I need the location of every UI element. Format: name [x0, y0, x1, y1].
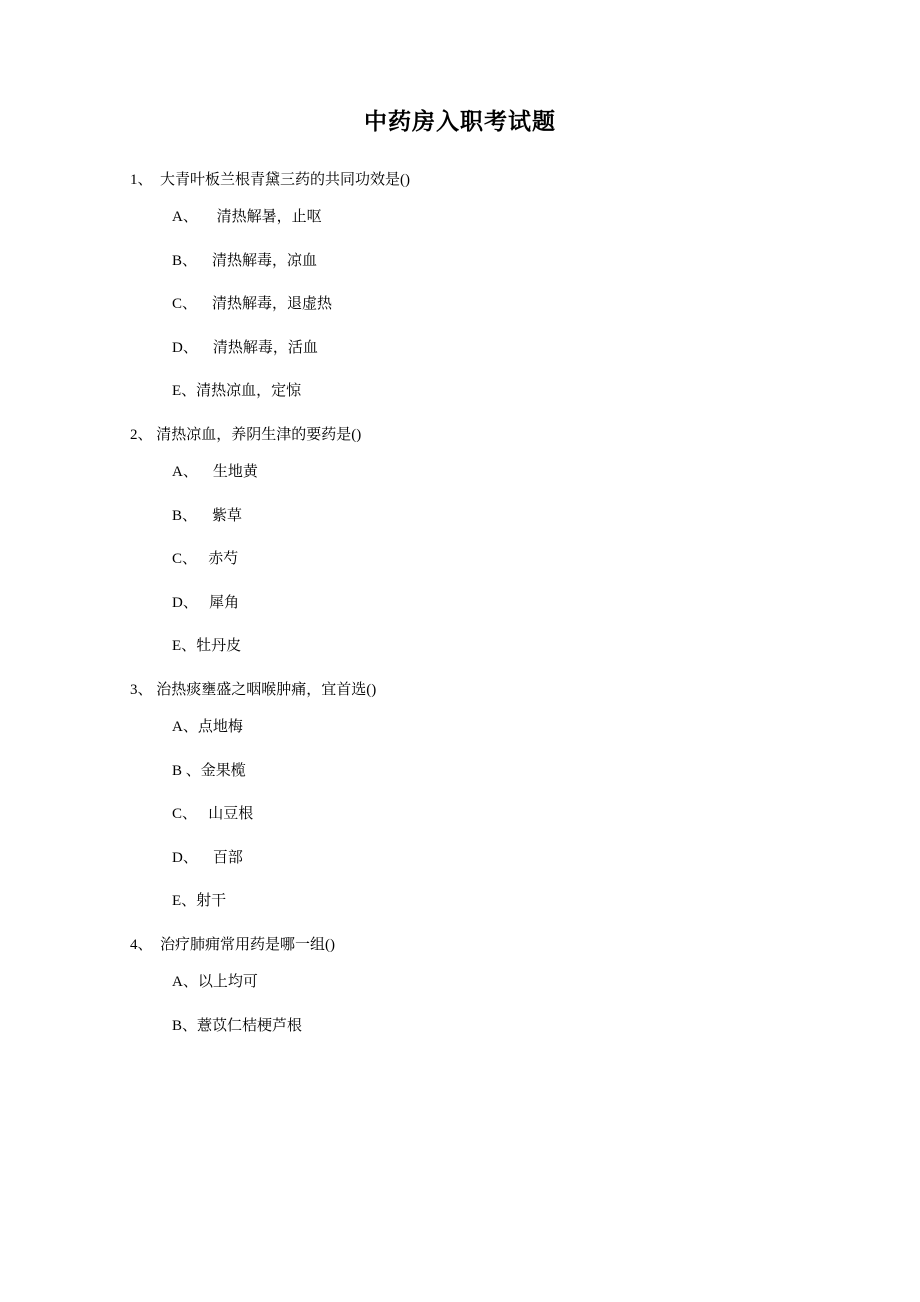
question-item [130, 172, 830, 400]
option-item[interactable]: E、射干 [172, 893, 227, 910]
option-item[interactable]: D、 百部 [172, 849, 243, 866]
option-item[interactable]: C、 山豆根 [172, 806, 254, 823]
option-item[interactable]: B 、金果榄 [172, 762, 246, 779]
question-stem [130, 682, 830, 699]
question-text: 治热痰壅盛之咽喉肿痛，宜首选() [152, 681, 377, 698]
option-item[interactable]: A、 生地黄 [172, 464, 258, 481]
question-text: 清热凉血，养阴生津的要药是() [152, 426, 362, 443]
option-item[interactable]: E、牡丹皮 [172, 638, 242, 655]
question-item [130, 682, 830, 910]
option-item[interactable]: B、薏苡仁桔梗芦根 [172, 1017, 303, 1034]
option-item[interactable]: C、 清热解毒，退虚热 [172, 296, 333, 313]
option-item[interactable]: D、 清热解毒，活血 [172, 339, 318, 356]
question-stem [130, 172, 830, 189]
question-number: 1、 [130, 171, 153, 188]
option-item[interactable]: D、 犀角 [172, 594, 240, 611]
question-number: 2、 [130, 426, 153, 443]
option-item[interactable]: B、 清热解毒，凉血 [172, 252, 318, 269]
question-number: 3、 [130, 681, 153, 698]
question-list [0, 136, 920, 1035]
question-text: 大青叶板兰根青黛三药的共同功效是() [152, 171, 411, 188]
question-text: 治疗肺痈常用药是哪一组() [152, 936, 336, 953]
option-item[interactable]: A、以上均可 [172, 974, 258, 991]
option-item[interactable]: B、 紫草 [172, 507, 243, 524]
question-stem [130, 937, 830, 954]
option-item[interactable]: A、点地梅 [172, 719, 243, 736]
question-number: 4、 [130, 936, 153, 953]
question-item [130, 427, 830, 655]
option-item[interactable]: E、清热凉血，定惊 [172, 383, 302, 400]
page-title: 中药房入职考试题 [364, 108, 556, 134]
option-item[interactable]: A、 清热解暑，止呕 [172, 209, 322, 226]
option-item[interactable]: C、 赤芍 [172, 551, 239, 568]
question-item [130, 937, 830, 1035]
question-stem [130, 427, 830, 444]
